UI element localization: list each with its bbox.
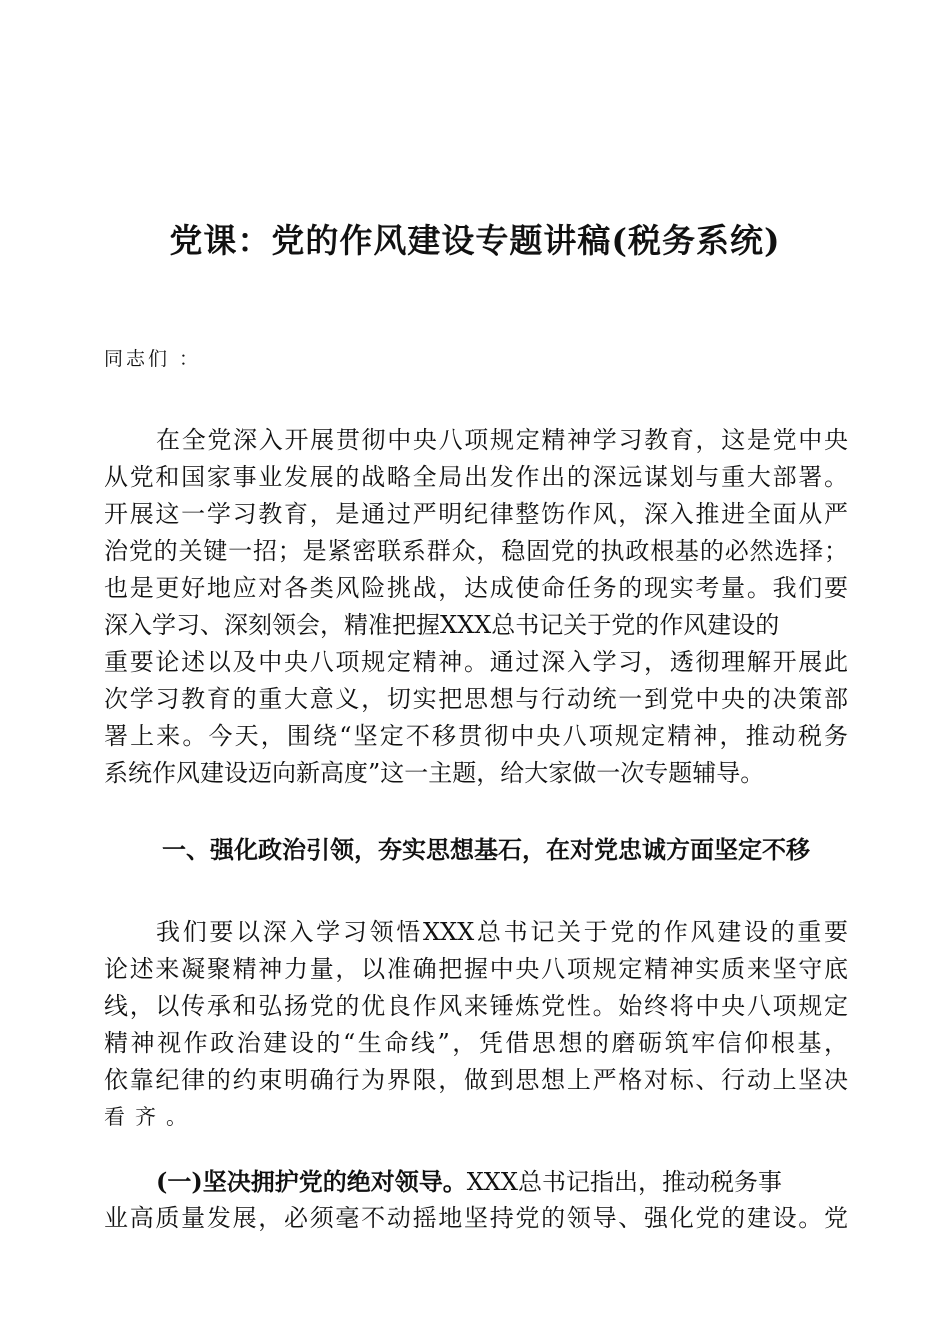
paragraph-line: 重要论述以及中央八项规定精神。通过深入学习，透彻理解开展此 [104, 648, 848, 676]
paragraph-line: 治党的关键一招；是紧密联系群众，稳固党的执政根基的必然选择； [104, 537, 848, 565]
paragraph-line: 署上来。今天，围绕“坚定不移贯彻中央八项规定精神，推动税务 [104, 722, 848, 750]
paragraph-line: 看齐。 [104, 1105, 197, 1129]
paragraph-line: 业高质量发展，必须毫不动摇地坚持党的领导、强化党的建设。党 [104, 1204, 848, 1232]
paragraph-line: 精神视作政治建设的“生命线”，凭借思想的磨砺筑牢信仰根基， [104, 1029, 848, 1057]
paragraph-line: 在全党深入开展贯彻中央八项规定精神学习教育，这是党中央 [156, 426, 848, 454]
sub-heading-1: (一)坚决拥护党的绝对领导。 [156, 1167, 467, 1196]
paragraph-line: 论述来凝聚精神力量，以准确把握中央八项规定精神实质来坚守底 [104, 955, 848, 983]
paragraph-line: 我们要以深入学习领悟XXX总书记关于党的作风建设的重要 [156, 918, 848, 946]
paragraph-line: 依靠纪律的约束明确行为界限，做到思想上严格对标、行动上坚决 [104, 1066, 848, 1094]
paragraph-line: 系统作风建设迈向新高度”这一主题，给大家做一次专题辅导。 [104, 759, 765, 787]
salutation: 同志们 ： [104, 348, 202, 370]
document-title: 党课：党的作风建设专题讲稿(税务系统) [169, 221, 781, 260]
paragraph-line: 线，以传承和弘扬党的优良作风来锤炼党性。始终将中央八项规定 [104, 992, 848, 1020]
paragraph-line [104, 1163, 848, 1200]
section-heading-1: 一、强化政治引领，夯实思想基石，在对党忠诚方面坚定不移 [162, 835, 810, 864]
paragraph-line: 从党和国家事业发展的战略全局出发作出的深远谋划与重大部署。 [104, 463, 848, 491]
intro-paragraph [104, 422, 848, 792]
paragraph-line: 也是更好地应对各类风险挑战，达成使命任务的现实考量。我们要 [104, 574, 848, 602]
subsection1-paragraph [104, 1163, 848, 1237]
sub-heading-1-rest: XXX总书记指出，推动税务事 [466, 1168, 782, 1196]
section1-paragraph [104, 914, 848, 1136]
paragraph-line: 深入学习、深刻领会，精准把握XXX总书记关于党的作风建设的 [104, 611, 780, 639]
paragraph-line: 开展这一学习教育，是通过严明纪律整饬作风，深入推进全面从严 [104, 500, 848, 528]
paragraph-line: 次学习教育的重大意义，切实把思想与行动统一到党中央的决策部 [104, 685, 848, 713]
